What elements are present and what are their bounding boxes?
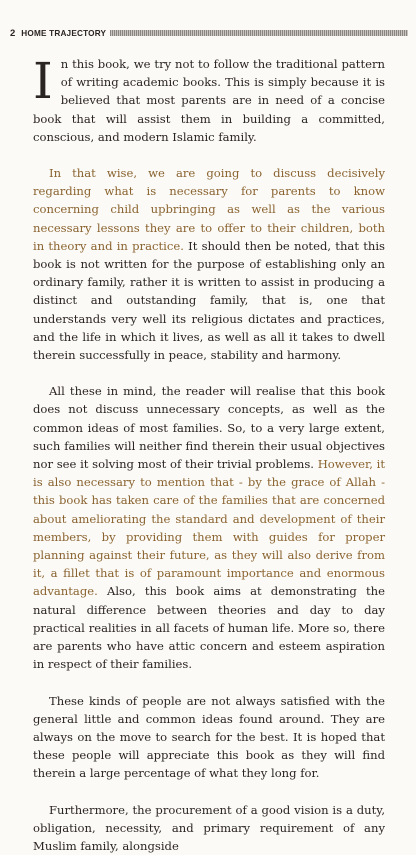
paragraph-3 <box>33 382 385 673</box>
paragraph-1-text: n this book, we try not to follow the traditional pattern of writing academic books. This is simply because it is believed that most parents are in need of a concise book that will assist them in building a committed, conscious, and modern Islamic family. <box>33 57 385 144</box>
drop-cap: I <box>33 52 53 110</box>
highlighted-passage: However, it is also necessary to mention that - by the grace of Allah - this book has taken care of the families that are concerned about ameliorating the standard and development of their members, by providing them with guides for proper planning against their future, as they will also derive from it, a fillet that is of paramount importance and enormous advantage. <box>33 457 386 599</box>
paragraph-2 <box>33 164 385 364</box>
paragraph-3-text-start: All these in mind, the reader will realise that this book does not discuss unnecessary concepts, as well as the common ideas of most families. So, to a very large extent, such families will neither find therein their usual objectives nor see it solving most of their trivial problems. <box>33 384 385 472</box>
paragraph-3-text-end: Also, this book aims at demonstrating the natural difference between theories and day to day practical realities in all facets of human life. More so, there are parents who have attic concern and esteem aspiration in respect of their families. <box>33 584 385 672</box>
paragraph-5 <box>33 801 385 855</box>
paragraph-5-text: Furthermore, the procurement of a good vision is a duty, obligation, necessity, and primary requirement of any Muslim family, alongside <box>33 802 385 853</box>
paragraph-4 <box>33 692 385 783</box>
running-head-title: HOME TRAJECTORY <box>21 28 107 38</box>
running-header <box>10 27 408 39</box>
page-number: 2 <box>10 27 16 39</box>
paragraph-2-text: It should then be noted, that this book is not written for the purpose of establishing only an ordinary family, rather it is written to assist in producing a distinct and outstanding family, that is, one that understands very well its religious dictates and practices, and the life in which it lives, as well as all it takes to dwell therein successfully in peace, stability and harmony. <box>33 238 385 363</box>
body-text <box>33 52 386 855</box>
header-rule <box>110 30 408 36</box>
paragraph-1 <box>33 52 385 146</box>
highlighted-passage: In that wise, we are going to discuss decisively regarding what is necessary for parents to know concerning child upbringing as well as the various necessary lessons they are to offer to their children, both in theory and in practice. <box>33 166 385 253</box>
paragraph-4-text: These kinds of people are not always satisfied with the general little and common ideas found around. They are always on the move to search for the best. It is hoped that these people will appreciate this book as they will find therein a large percentage of what they long for. <box>33 693 385 781</box>
